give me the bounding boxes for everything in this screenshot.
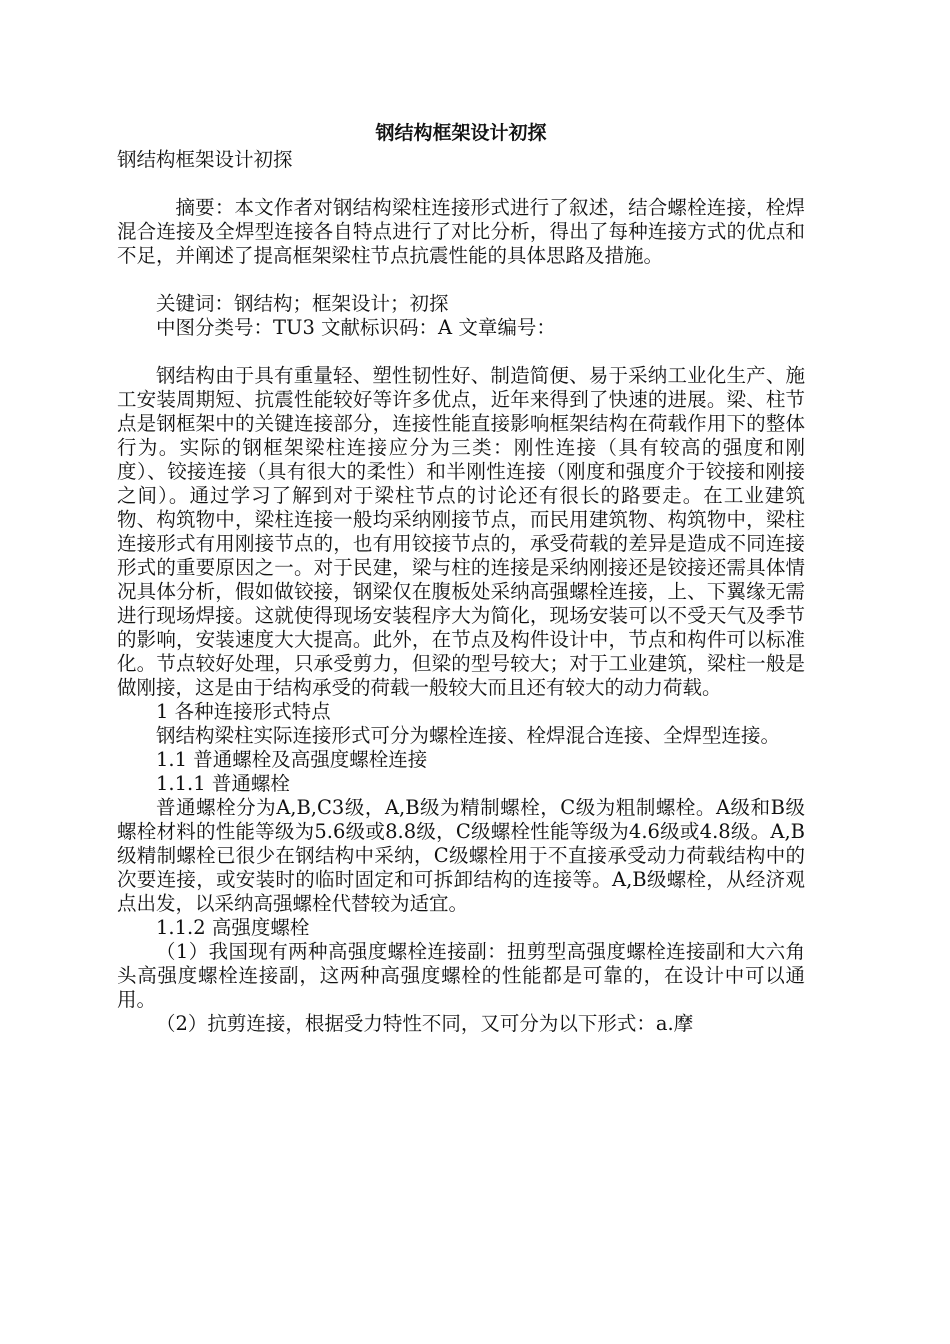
section-heading-1-1: 1.1 普通螺栓及高强度螺栓连接 xyxy=(156,748,428,771)
section-1-paragraph: 钢结构梁柱实际连接形式可分为螺栓连接、栓焊混合连接、全焊型连接。 xyxy=(156,724,781,747)
section-1-1-1-paragraph: 普通螺栓分为A,B,C3级，A,B级为精制螺栓，C级为粗制螺栓。A级和B级螺栓材料的性能等级为5.6级或8.8级，C级螺栓性能等级为4.6级或4.8级。A,B级精制螺栓已很少在钢结构中采纳，C级螺栓用于不直接承受动力荷载结构中的次要连接，或安装时的临时固定和可拆卸结构的连接等。A,B级螺栓，从经济观点出发，以采纳高强螺栓代替较为适宜。 xyxy=(117,796,805,915)
classification-line: 中图分类号：TU3 文献标识码：A 文章编号： xyxy=(156,316,556,339)
keywords-line: 关键词：钢结构；框架设计；初探 xyxy=(156,292,449,315)
section-heading-1-1-1: 1.1.1 普通螺栓 xyxy=(156,772,290,795)
section-1-1-2-paragraph-b: （2）抗剪连接，根据受力特性不同，又可分为以下形式：a.摩 xyxy=(156,1012,694,1035)
intro-paragraph: 钢结构由于具有重量轻、塑性韧性好、制造简便、易于采纳工业化生产、施工安装周期短、抗震性能较好等许多优点，近年来得到了快速的进展。梁、柱节点是钢框架中的关键连接部分，连接性能直接影响框架结构在荷载作用下的整体行为。实际的钢框架梁柱连接应分为三类：刚性连接（具有较高的强度和刚度）、铰接连接（具有很大的柔性）和半刚性连接（刚度和强度介于铰接和刚接之间）。通过学习了解到对于梁柱节点的讨论还有很长的路要走。在工业建筑物、构筑物中，梁柱连接一般均采纳刚接节点，而民用建筑物、构筑物中，梁柱连接形式有用刚接节点的，也有用铰接节点的，承受荷载的差异是造成不同连接形式的重要原因之一。对于民建，梁与柱的连接是采纳刚接还是铰接还需具体情况具体分析，假如做铰接，钢梁仅在腹板处采纳高强螺栓连接，上、下翼缘无需进行现场焊接。这就使得现场安装程序大为简化，现场安装可以不受天气及季节的影响，安装速度大大提高。此外，在节点及构件设计中，节点和构件可以标准化。节点较好处理，只承受剪力，但梁的型号较大；对于工业建筑，梁柱一般是做刚接，这是由于结构承受的荷载一般较大而且还有较大的动力荷载。 xyxy=(117,364,805,699)
document-title: 钢结构框架设计初探 xyxy=(375,122,547,144)
section-heading-1: 1 各种连接形式特点 xyxy=(156,700,331,723)
abstract-paragraph: 摘要：本文作者对钢结构梁柱连接形式进行了叙述，结合螺栓连接，栓焊混合连接及全焊型连接各自特点进行了对比分析，得出了每种连接方式的优点和不足，并阐述了提高框架梁柱节点抗震性能的具体思路及措施。 xyxy=(117,196,805,267)
document-subtitle: 钢结构框架设计初探 xyxy=(117,148,293,171)
section-1-1-2-paragraph-a: （1）我国现有两种高强度螺栓连接副：扭剪型高强度螺栓连接副和大六角头高强度螺栓连接副，这两种高强度螺栓的性能都是可靠的，在设计中可以通用。 xyxy=(117,940,805,1011)
document-page xyxy=(117,120,805,1036)
section-heading-1-1-2: 1.1.2 高强度螺栓 xyxy=(156,916,310,939)
